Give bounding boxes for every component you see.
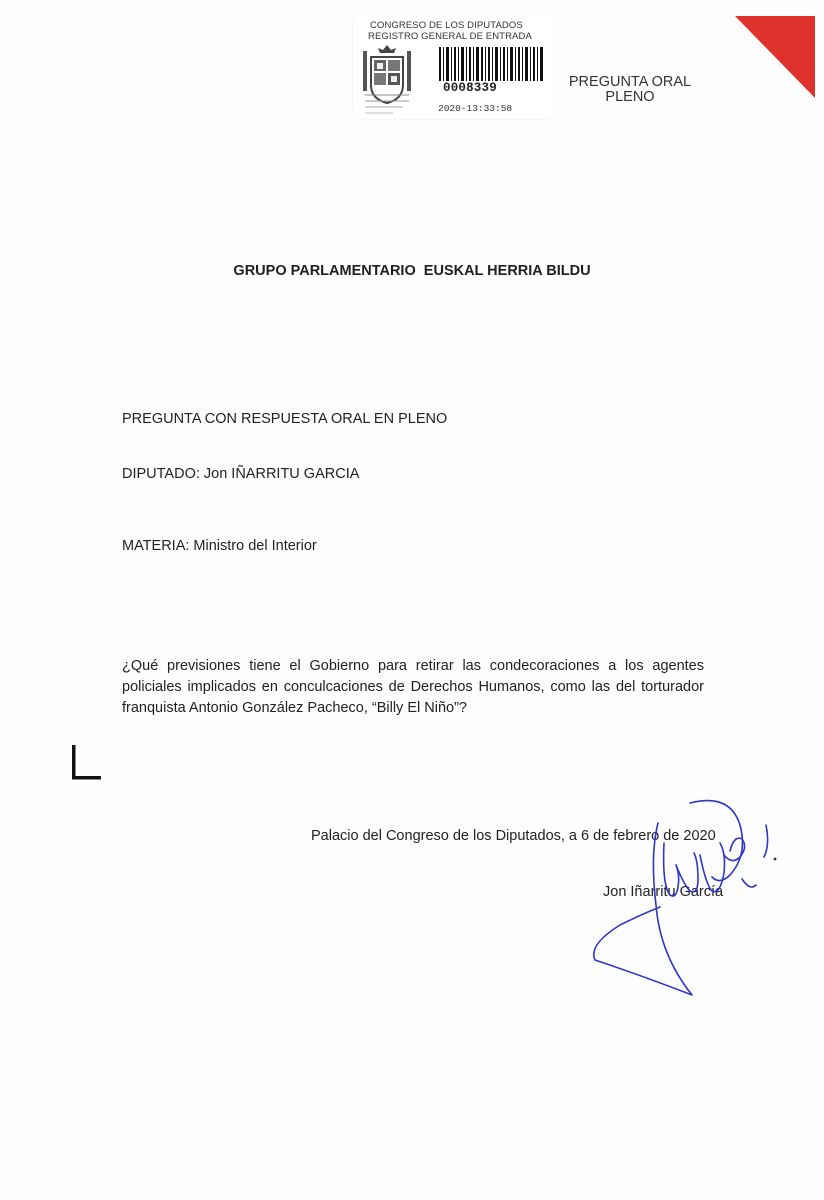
group-title: GRUPO PARLAMENTARIO EUSKAL HERRIA BILDU — [233, 263, 591, 279]
stamp-registry: REGISTRO GENERAL DE ENTRADA — [368, 31, 532, 42]
red-corner-triangle — [735, 16, 815, 98]
registry-stamp — [353, 15, 553, 119]
l-shaped-margin-mark — [70, 745, 102, 781]
question-text: ¿Qué previsiones tiene el Gobierno para retirar las condecoraciones a los agentes policiales implicados en conculcaciones de Derechos Humanos, como las del torturador franquista Antonio González Pacheco, “Billy El Niño”? — [122, 658, 704, 716]
stamp-institution: CONGRESO DE LOS DIPUTADOS — [370, 20, 523, 31]
stamp-number: 0008339 — [443, 81, 497, 95]
document-type-label — [560, 75, 700, 105]
subject-field: MATERIA: Ministro del Interior — [122, 538, 317, 554]
stamp-date: 2020-13:33:58 — [438, 103, 513, 114]
place-and-date: Palacio del Congreso de los Diputados, a 6 de febrero de 2020 — [311, 828, 716, 844]
question-type: PREGUNTA CON RESPUESTA ORAL EN PLENO — [122, 411, 448, 427]
coat-of-arms-icon — [363, 45, 417, 121]
doc-type-line2: PLENO — [605, 89, 655, 105]
signer-name: Jon Iñarritu García — [603, 884, 724, 900]
deputy-field: DIPUTADO: Jon IÑARRITU GARCIA — [122, 466, 360, 482]
barcode-icon — [439, 47, 545, 81]
doc-type-line1: PREGUNTA ORAL — [568, 74, 692, 90]
